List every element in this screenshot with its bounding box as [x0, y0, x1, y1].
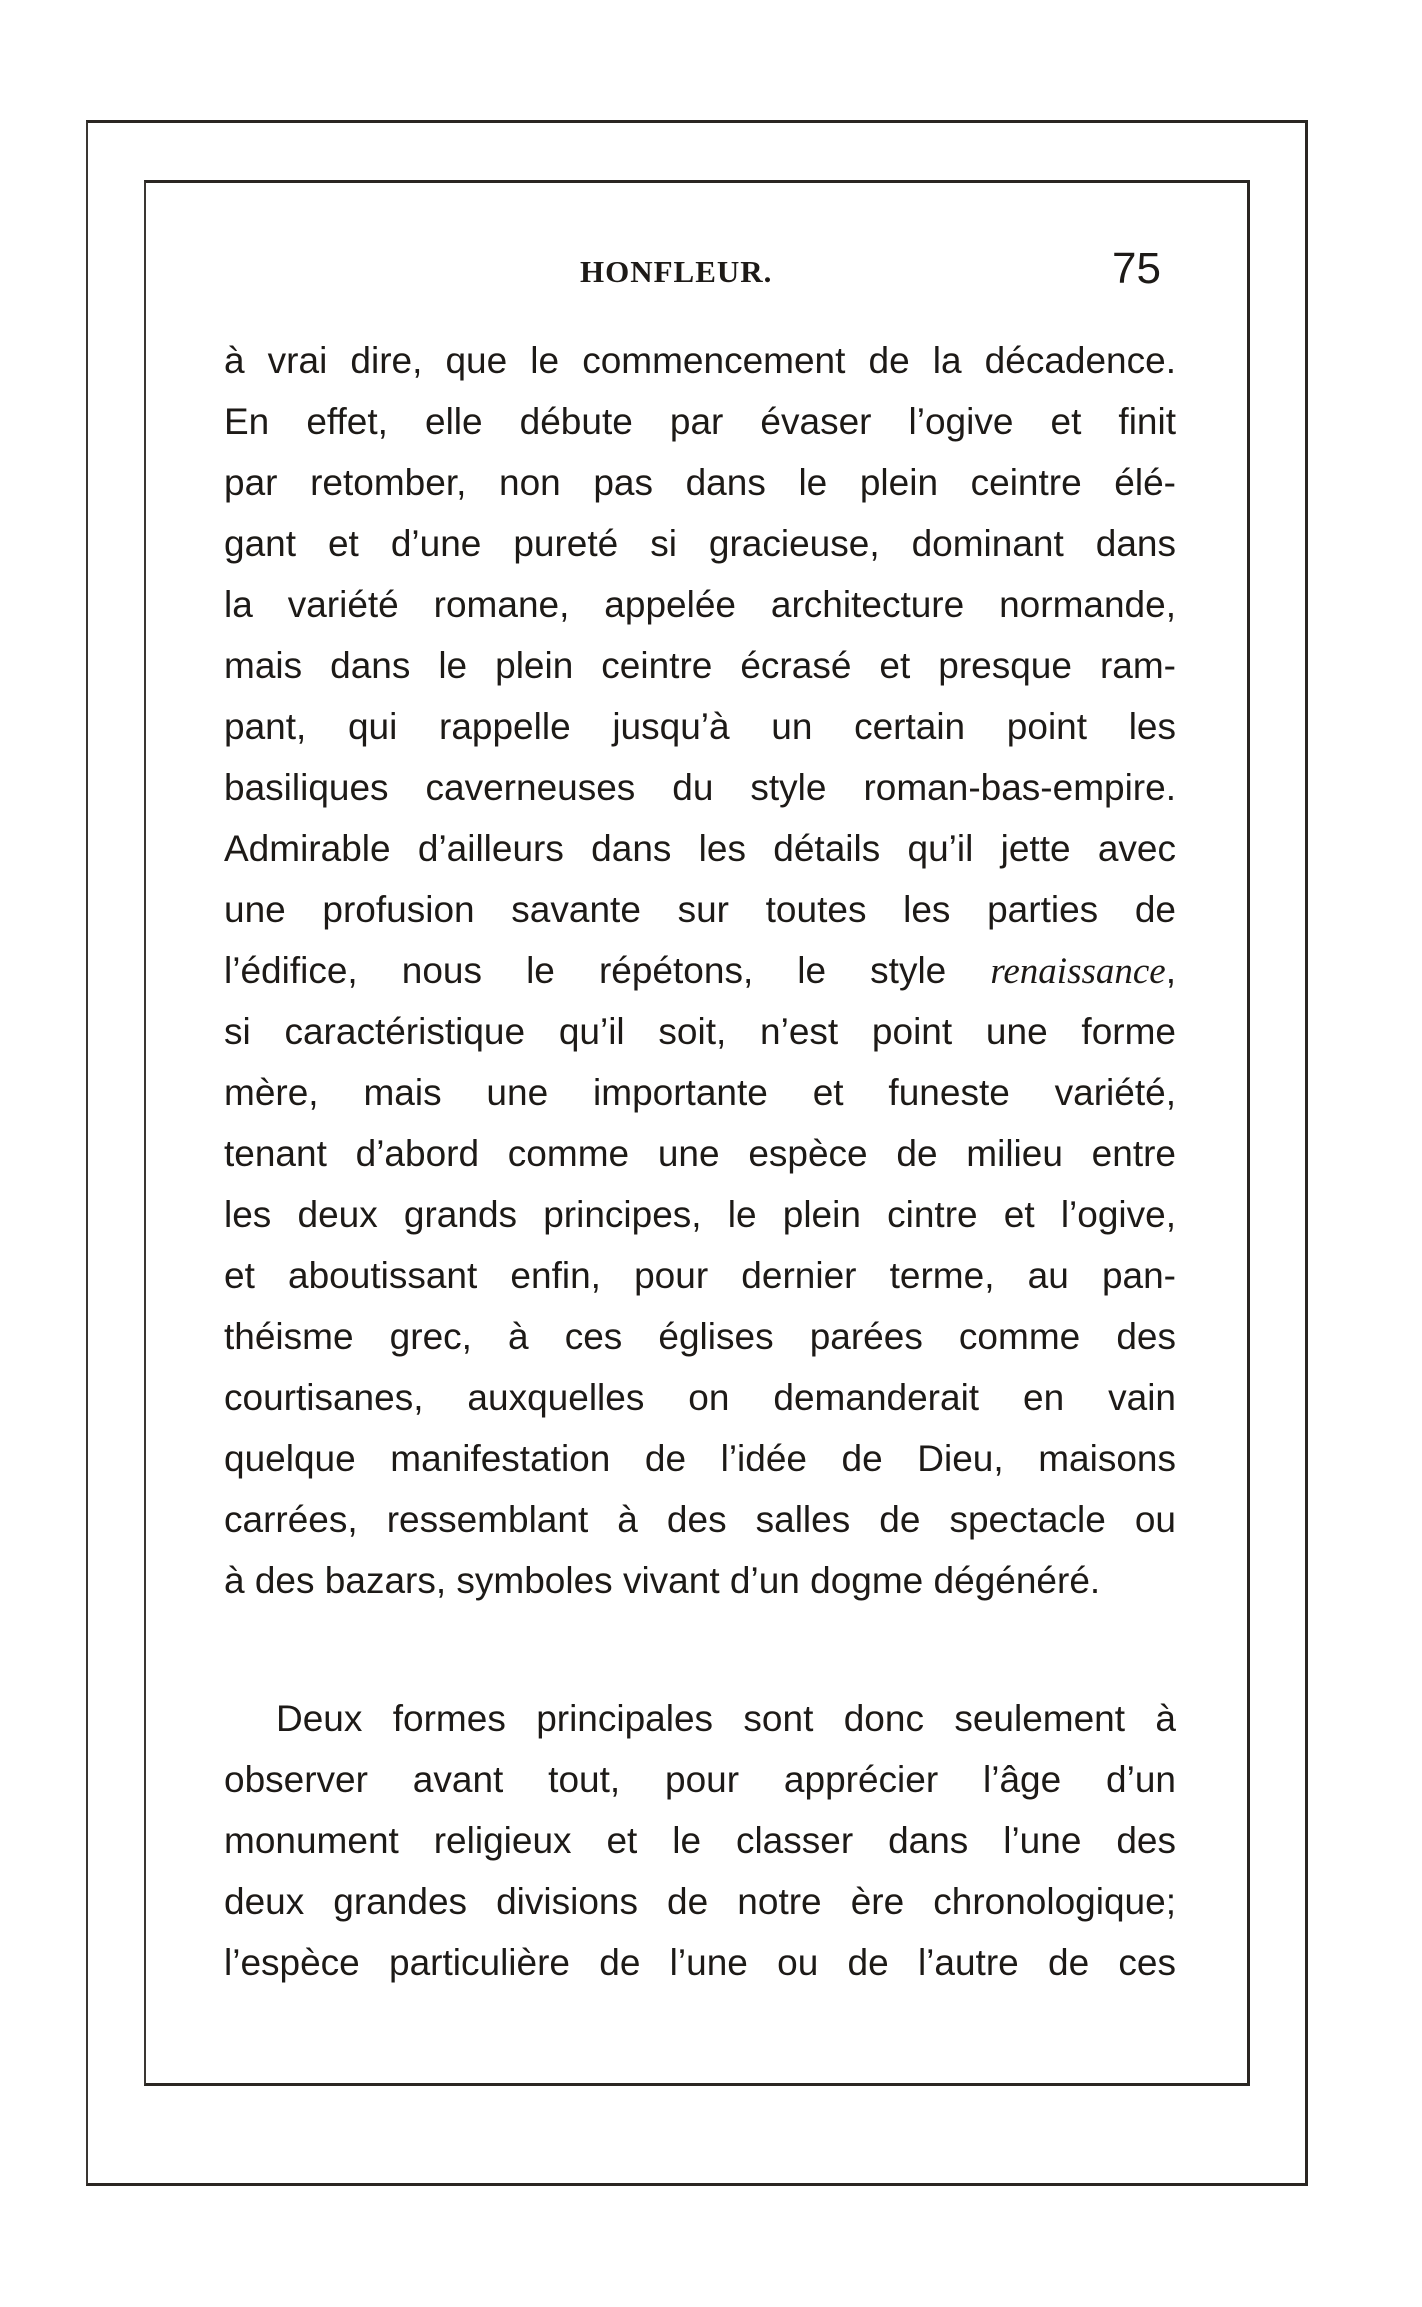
running-header-title: HONFLEUR.: [580, 254, 773, 289]
text-line: Deux formes principales sont donc seulement à: [276, 1698, 1176, 1739]
text-line: monument religieux et le classer dans l’une des: [224, 1820, 1176, 1861]
text-line: si caractéristique qu’il soit, n’est point une forme: [224, 1011, 1176, 1052]
text-line: basiliques caverneuses du style roman-bas-empire.: [224, 767, 1176, 808]
text-line: observer avant tout, pour apprécier l’âge d’un: [224, 1759, 1176, 1800]
text-line: par retomber, non pas dans le plein ceintre élé-: [224, 462, 1176, 503]
text-line: l’édifice, nous le répétons, le style renaissance,: [224, 950, 1176, 992]
text-line: à des bazars, symboles vivant d’un dogme dégénéré.: [224, 1560, 1101, 1601]
text-line: gant et d’une pureté si gracieuse, dominant dans: [224, 523, 1176, 564]
text-line: En effet, elle débute par évaser l’ogive et finit: [224, 401, 1176, 442]
text-line: deux grandes divisions de notre ère chronologique;: [224, 1881, 1176, 1922]
text-line: la variété romane, appelée architecture normande,: [224, 584, 1176, 625]
text-line: Admirable d’ailleurs dans les détails qu’il jette avec: [224, 828, 1176, 869]
text-line: l’espèce particulière de l’une ou de l’autre de ces: [224, 1942, 1176, 1983]
text-line: quelque manifestation de l’idée de Dieu, maisons: [224, 1438, 1176, 1479]
text-line: courtisanes, auxquelles on demanderait en vain: [224, 1377, 1176, 1418]
italic-word: renaissance: [990, 951, 1166, 992]
text-line: carrées, ressemblant à des salles de spectacle ou: [224, 1499, 1176, 1540]
text-line: une profusion savante sur toutes les parties de: [224, 889, 1176, 930]
text-line: théisme grec, à ces églises parées comme des: [224, 1316, 1176, 1357]
text-line: et aboutissant enfin, pour dernier terme, au pan-: [224, 1255, 1176, 1296]
page-number: 75: [1112, 244, 1161, 293]
paragraph-2: [224, 1688, 1176, 1993]
text-line: pant, qui rappelle jusqu’à un certain point les: [224, 706, 1176, 747]
paragraph-1: [224, 330, 1176, 1611]
text-line: les deux grands principes, le plein cintre et l’ogive,: [224, 1194, 1176, 1235]
text-line: mère, mais une importante et funeste variété,: [224, 1072, 1176, 1113]
text-line: mais dans le plein ceintre écrasé et presque ram-: [224, 645, 1176, 686]
text-line: à vrai dire, que le commencement de la décadence.: [224, 340, 1176, 381]
text-line: tenant d’abord comme une espèce de milieu entre: [224, 1133, 1176, 1174]
